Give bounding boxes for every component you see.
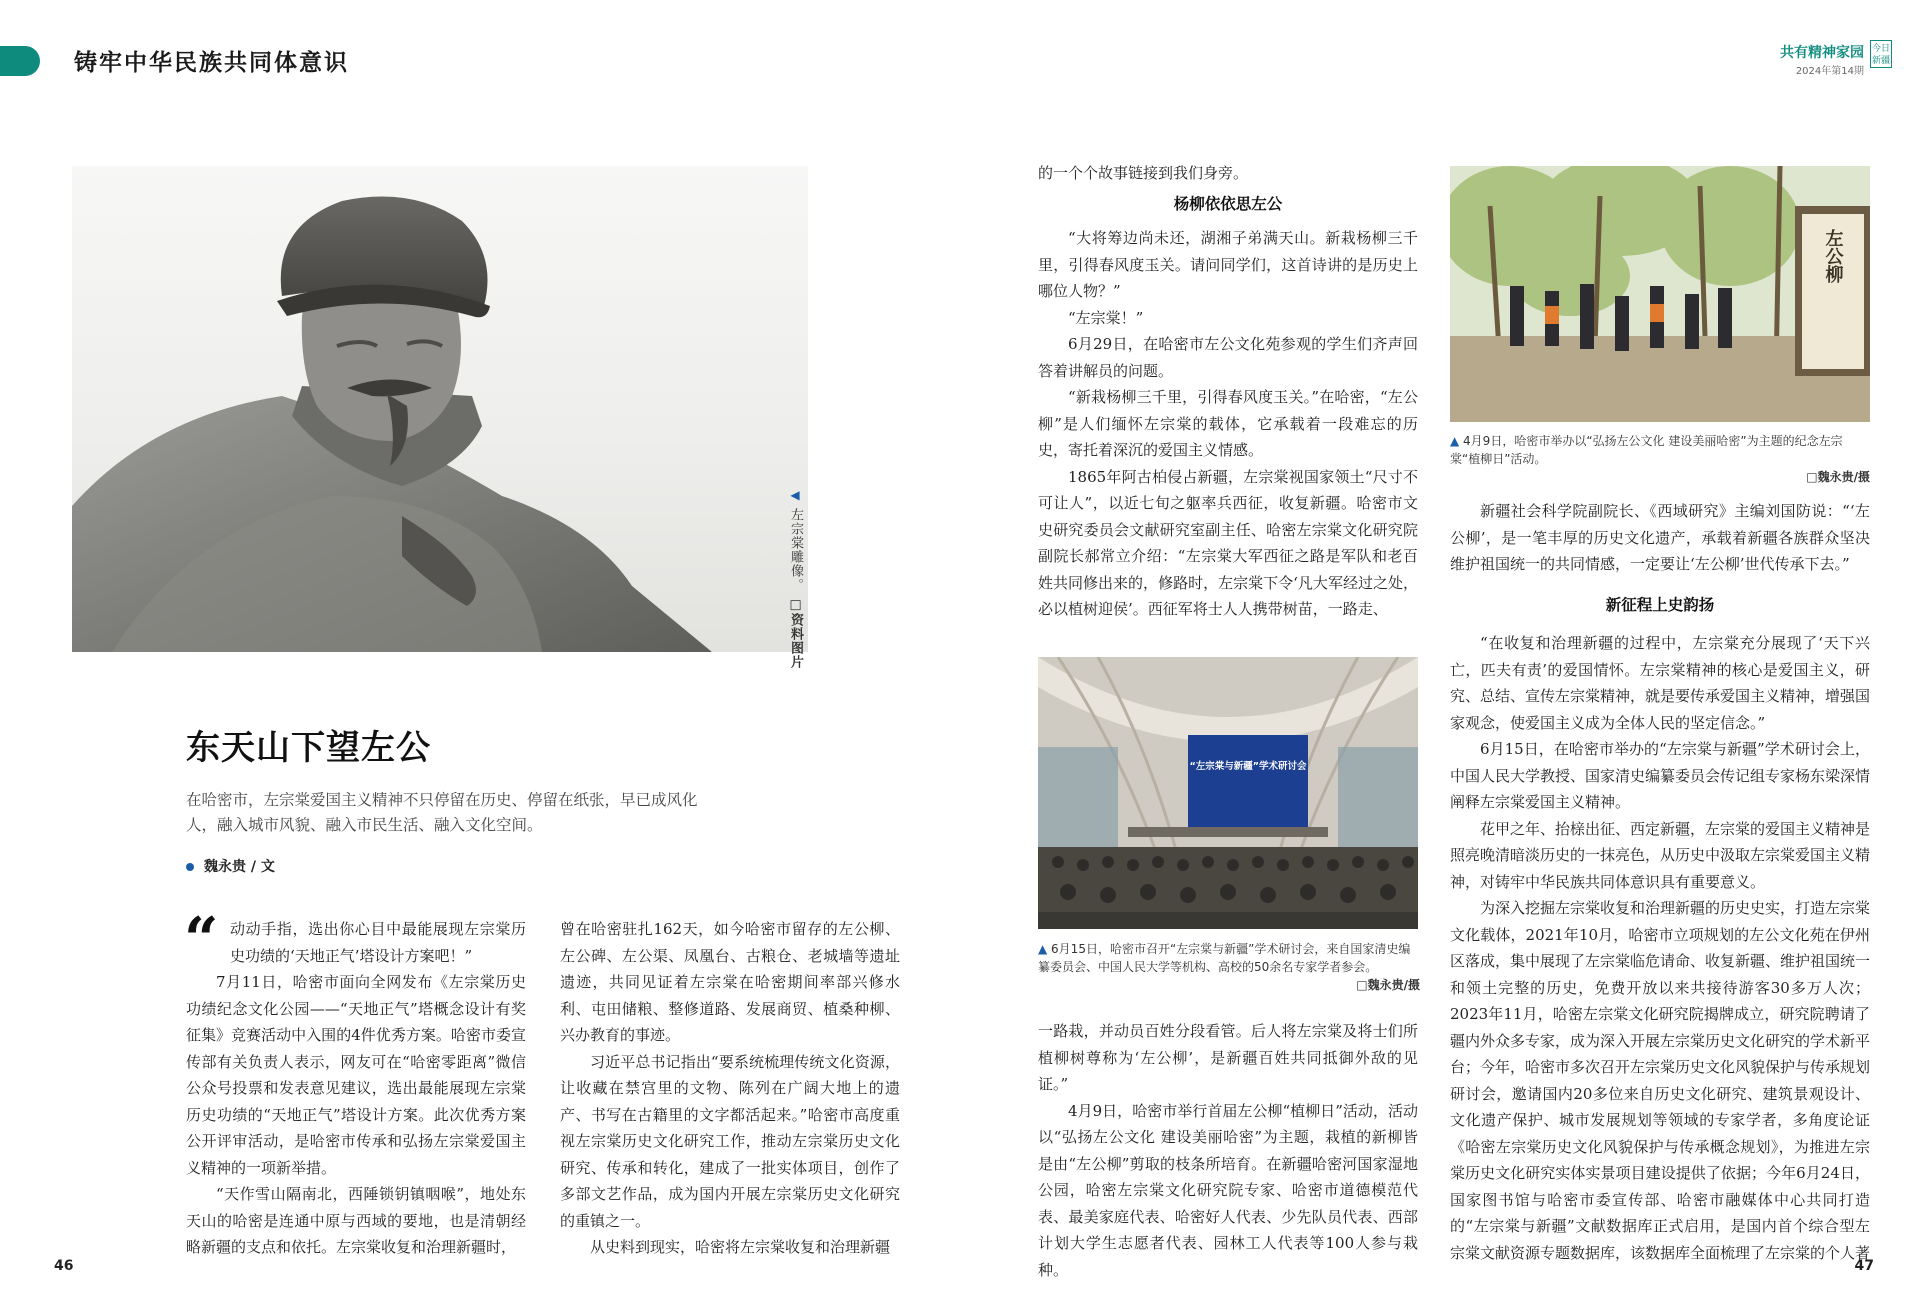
symposium-photo [1038,657,1418,929]
article-column-3-top [1038,160,1418,623]
article-byline: 魏永贵 / 文 [186,856,275,876]
open-quote-icon: “ [184,905,219,975]
article-column-4-bottom [1450,630,1870,1266]
subheading: 杨柳依依思左公 [1173,194,1283,213]
paragraph: “在收复和治理新疆的过程中，左宗棠充分展现了‘天下兴亡，匹夫有责’的爱国情怀。左宗棠精神的核心是爱国主义，研究、总结、宣传左宗棠精神，就是要传承爱国主义精神，增强国家观念，使爱国主义成为全体人民的坚定信念。” [1450,634,1871,732]
section-title: 铸牢中华民族共同体意识 [74,49,349,76]
statue-photo-caption: ◀ 左宗棠雕像。 □资料图片 [788,488,803,670]
paragraph: 从史料到现实，哈密将左宗棠收复和治理新疆 [590,1238,891,1256]
paragraph: 7月11日，哈密市面向全网发布《左宗棠历史功绩纪念文化公园——“天地正气”塔概念设计有奖征集》竞赛活动中入围的4件优秀方案。哈密市委宣传部有关负责人表示，网友可在“哈密零距离”微信公众号投票和发表意见建议，选出最能展现左宗棠历史功绩的“天地正气”塔设计方案。此次优秀方案公开评审活动，是哈密市传承和弘扬左宗棠爱国主义精神的一项新举措。 [186,973,526,1177]
caption-arrow-icon: ▲ [1038,942,1052,956]
article-column-1 [186,916,526,1261]
subheading: 新征程上史韵扬 [1605,595,1715,614]
paragraph: 1865年阿古柏侵占新疆，左宗棠视国家领土“尺寸不可让人”，以近七旬之躯率兵西征，收复新疆。哈密市文史研究委员会文献研究室副主任、哈密左宗棠文化研究院副院长郝常立介绍：“左宗棠大军西征之路是军队和老百姓共同修出来的，修路时，左宗棠下令‘凡大军经过之处，必以植树迎侯’。西征军将士人人携带树苗，一路走、 [1038,467,1418,618]
article-column-2 [560,916,900,1261]
screen-title: “左宗棠与新疆”学术研讨会 [1189,761,1307,772]
article-column-4-top [1450,498,1870,626]
magazine-brand [1780,42,1864,77]
paragraph: 新疆社会科学院副院长、《西域研究》主编刘国防说：“‘左公柳’，是一笔丰厚的历史文化遗产，承载着新疆各族群众坚决维护祖国统一的共同情感，一定要让‘左公柳’世代传承下去。” [1450,502,1870,573]
paragraph: 6月29日，在哈密市左公文化苑参观的学生们齐声回答着讲解员的问题。 [1038,335,1418,380]
sign-text: 左公柳 [1822,229,1844,283]
brand-badge: 今日新疆 [1870,40,1892,68]
statue-illustration [72,166,808,652]
brand-name: 共有精神家园 [1780,45,1864,61]
symposium-photo-caption: ▲ 6月15日，哈密市召开“左宗棠与新疆”学术研讨会，来自国家清史编纂委员会、中国人民大学等机构、高校的50余名专家学者参会。 □魏永贵/摄 [1038,942,1420,992]
statue-photo [72,166,808,652]
caption-arrow-icon: ◀ [788,488,802,503]
paragraph: “大将筹边尚未还，湖湘子弟满天山。新栽杨柳三千里，引得春风度玉关。请问同学们，这首诗讲的是历史上哪位人物？” [1038,229,1418,300]
photo-credit: □魏永贵/摄 [1356,978,1420,992]
paragraph: “左宗棠！” [1068,308,1144,327]
byline-dot-icon [186,863,194,871]
paragraph: 动动手指，选出你心目中最能展现左宗棠历史功绩的‘天地正气’塔设计方案吧！” [230,920,526,965]
paragraph: 花甲之年、抬榇出征、西定新疆，左宗棠的爱国主义精神是照亮晚清暗淡历史的一抹亮色，从历史中汲取左宗棠爱国主义精神，对铸牢中华民族共同体意识具有重要意义。 [1450,819,1871,891]
article-column-3-bottom [1038,1018,1418,1283]
paragraph: 为深入挖掘左宗棠收复和治理新疆的历史史实，打造左宗棠文化载体，2021年10月，哈密市立项规划的左公文化苑在伊州区落成，集中展现了左宗棠临危请命、收复新疆、维护祖国统一和领土完整的历史，免费开放以来共接待游客30多万人次；2023年11月，哈密左宗棠文化研究院揭牌成立，研究院聘请了疆内外众多专家，成为深入开展左宗棠历史文化研究的学术新平台；今年，哈密市多次召开左宗棠历史文化风貌保护与传承规划研讨会，邀请国内20多位来自历史文化研究、建筑景观设计、文化遗产保护、城市发展规划等领域的专家学者，多角度论证《哈密左宗棠历史文化风貌保护与传承概念规划》，为推进左宗棠历史文化研究实体实景项目建设提供了依据；今年6月24日，国家图书馆与哈密市委宣传部、哈密市融媒体中心共同打造的“左宗棠与新疆”文献数据库正式启用，是国内首个综合型左宗棠文献资源专题数据库，该数据库全面梳理了左宗棠的个人著 [1450,899,1871,1262]
paragraph: 习近平总书记指出“要系统梳理传统文化资源，让收藏在禁宫里的文物、陈列在广阔大地上的遗产、书写在古籍里的文字都活起来。”哈密市高度重视左宗棠历史文化研究工作，推动左宗棠历史文化研究、传承和转化，建成了一批实体项目，创作了多部文艺作品，成为国内开展左宗棠历史文化研究的重镇之一。 [560,1052,900,1230]
symposium-illustration [1038,657,1418,929]
tree-planting-photo [1450,166,1870,422]
page-number-left: 46 [54,1258,74,1274]
section-tab-marker [0,46,40,76]
paragraph: 6月15日，在哈密市举办的“左宗棠与新疆”学术研讨会上，中国人民大学教授、国家清史编纂委员会传记组专家杨东梁深情阐释左宗棠爱国主义精神。 [1450,740,1871,811]
page-number-right: 47 [1854,1258,1874,1274]
issue-number: 2024年第14期 [1795,66,1864,77]
tree-planting-photo-caption: ▲ 4月9日，哈密市举办以“弘扬左公文化 建设美丽哈密”为主题的纪念左宗棠“植柳日”活动。 □魏永贵/摄 [1450,434,1870,484]
caption-arrow-icon: ▲ [1450,434,1464,448]
paragraph: “新栽杨柳三千里，引得春风度玉关。”在哈密，“左公柳”是人们缅怀左宗棠的载体，它承载着一段难忘的历史，寄托着深沉的爱国主义情感。 [1038,388,1418,459]
photo-credit: □资料图片 [788,597,803,670]
paragraph: 一路栽，并动员百姓分段看管。后人将左宗棠及将士们所植柳树尊称为‘左公柳’，是新疆百姓共同抵御外敌的见证。” [1038,1022,1418,1093]
article-deck: 在哈密市，左宗棠爱国主义精神不只停留在历史、停留在纸张，早已成风化人，融入城市风貌、融入市民生活、融入文化空间。 [186,791,698,834]
paragraph: 的一个个故事链接到我们身旁。 [1038,164,1249,182]
paragraph: “天作雪山隔南北，西陲锁钥镇咽喉”，地处东天山的哈密是连通中原与西域的要地，也是清朝经略新疆的支点和依托。左宗棠收复和治理新疆时， [186,1185,526,1256]
article-headline: 东天山下望左公 [186,728,431,768]
paragraph: 曾在哈密驻扎162天，如今哈密市留存的左公柳、左公碑、左公渠、凤凰台、古粮仓、老城墙等遗址遗迹，共同见证着左宗棠在哈密期间率部兴修水利、屯田储粮、整修道路、发展商贸、植桑种柳、兴办教育的事迹。 [560,920,900,1044]
tree-planting-illustration [1450,166,1870,422]
paragraph: 4月9日，哈密市举行首届左公柳“植柳日”活动，活动以“弘扬左公文化 建设美丽哈密”为主题，栽植的新柳皆是由“左公柳”剪取的枝条所培育。在新疆哈密河国家湿地公园，哈密左宗棠文化研究院专家、哈密市道德模范代表、最美家庭代表、哈密好人代表、少先队员代表、西部计划大学生志愿者代表、园林工人代表等100人参与栽种。 [1038,1101,1418,1279]
photo-credit: □魏永贵/摄 [1806,470,1870,484]
